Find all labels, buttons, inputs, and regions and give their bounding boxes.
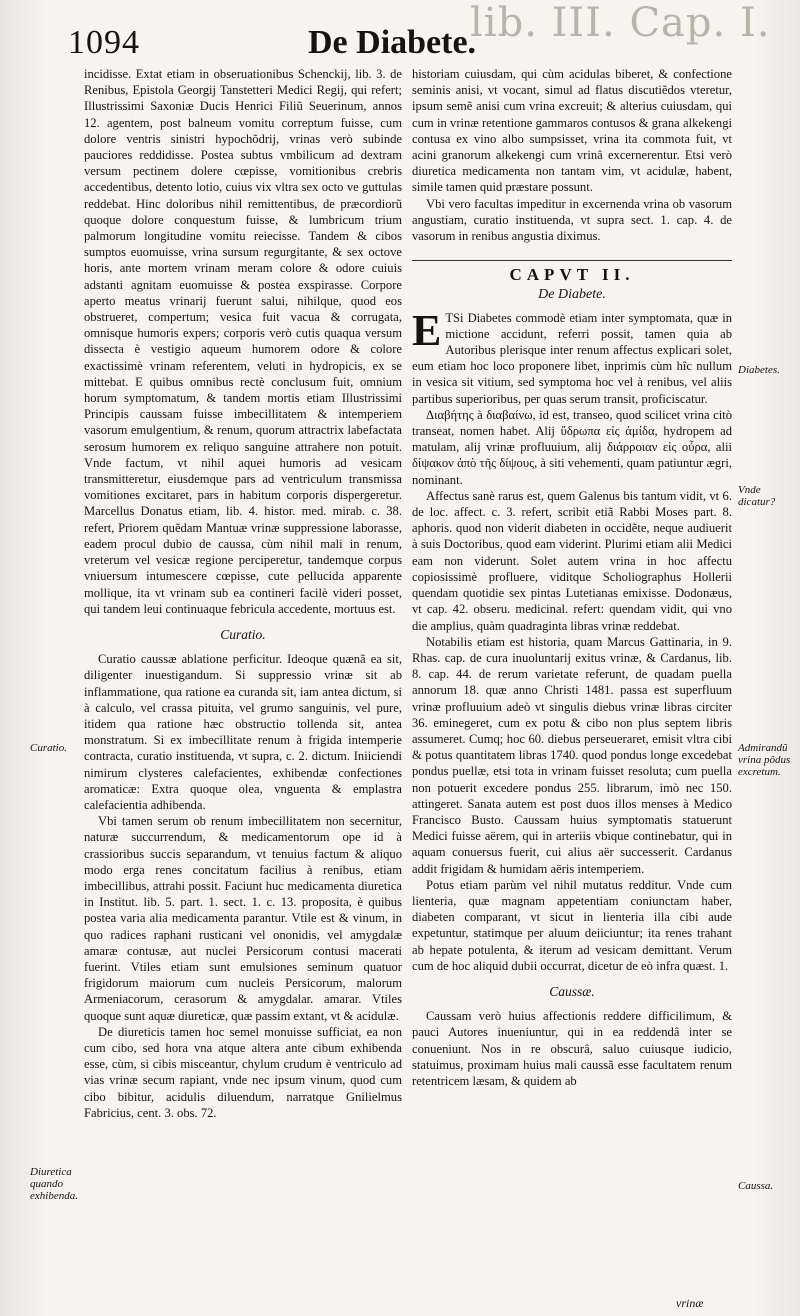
chapter-heading: CAPVT II. bbox=[412, 260, 732, 283]
drop-cap: E bbox=[412, 305, 442, 355]
margin-note-vnde-dicatur: Vnde dicatur? bbox=[738, 484, 776, 508]
margin-note-curatio: Curatio. bbox=[30, 742, 67, 754]
paragraph-angustia: Vbi vero facultas impeditur in excernenda vrina ob vasorum angustiam, curatio instituenda, vt supra sect. 1. cap. 4. de vasorum in renibus angustia diximus. bbox=[412, 196, 732, 244]
paragraph-caussae: Caussam verò huius affectionis reddere difficilimum, & pauci Autores inueniuntur, qui in ea reddendâ inter se conueniunt. Nos in re obscurâ, saluo cuiusque iudicio, statuimus, proximam huius mali caussã esse facultatem renum retentricem læsam, & quidem ab bbox=[412, 1009, 732, 1088]
paragraph-etymology: Διαβήτης à διαβαίνω, id est, transeo, quod scilicet vrina citò transeat, nomen habet. Alij ὕδρωπα εἰς ἀμίδα, hydropem ad matulam, alij vrinæ profluuium, alij διάρροιαν εἰς οὖρα, alii δίψακον ἀπὸ τῆς δίψους, à siti vehementi, quam patiuntur ægri, nominant. bbox=[412, 407, 732, 487]
paragraph-curatio: Curatio caussæ ablatione perficitur. Ideoque quænã ea sit, diligenter inuestigandum. Si suppressio vrinæ sit ab inflammatione, qua ratione ea curanda sit, iam antea dictum, si à calculo, vel crassa pituita, vel grumo sanguinis, vel pure, itidem qua ratione hæc obstructio tollenda sit, antea monstratum. Si ex imbecillitate renum à frigida intemperie contracta, curatio instituenda, vt supra, c. 2. dictum. Iniiciendi nimirum clysteres calefacientes, exhibendæ confectiones aromaticæ: Extra quoque olea, vnguenta & emplastra calefacientia adhibenda. bbox=[84, 652, 402, 812]
paragraph-gattinaria: Notabilis etiam est historia, quam Marcus Gattinaria, in 9. Rhas. cap. de cura inuoluntarij exitus vrinæ, & Cardanus, lib. 8. cap. 44. de rerum varietate referunt, de quadam puella annorum 18. quæ anno Christi 1481. passa est superfluum vrinæ profluuium adeò vt singulis diebus vrinæ libras circiter 36. eminegeret, cum ex potu & cibo non plus septem libris assumeret. Cumq; hoc 60. diebus perseueraret, emisit vltra cibi & potus quantitatem libras 1740. quod pondus longe excedebat pondus puellæ, etsi tota in vrinam fuisset resoluta; cum puella non potuerit excedere pondus 255. librarum, imò nec 150. attingeret. Sanata autem est post duos illos menses à Medico Francisco Busto. Caussam huius symptomatis statuerunt Medici fuisse aërem, qui in arteriis vbique continebatur, qui in aquam conuersus fuerit, cui alius aër successerit. Cardanus addit frigidam & humidam aëris intemperiem. bbox=[412, 634, 732, 876]
paragraph-historia: historiam cuiusdam, qui cùm acidulas biberet, & confectione seminis anisi, vt vocant, simul ad flatus discutiẽdos vteretur, ipsum semẽ anisi cum vrina excreuit; & alterius cuiusdam, qui cum in vrinæ retentione gammaros contusos & grana alkekengi contusa ex vino albo sumpsisset, vrina ita commota fuit, vt acini granorum alkekengi cum vrinâ excernerentur. Etsi verò diuretica medicamenta non tantam vim, vt acidulæ, habent, simile tamen quid præstare possunt. bbox=[412, 67, 732, 195]
paragraph-intro bbox=[412, 305, 732, 407]
page-number: 1094 bbox=[68, 24, 140, 61]
section-heading-curatio: Curatio. bbox=[220, 626, 266, 642]
margin-note-caussa: Caussa. bbox=[738, 1180, 774, 1192]
left-column bbox=[84, 66, 402, 1121]
running-title: De Diabete. bbox=[308, 24, 477, 61]
margin-note-admirandum: Admirandũ vrina pôdus excretum. bbox=[738, 742, 791, 778]
paragraph-diuretica: De diureticis tamen hoc semel monuisse sufficiat, ea non cum cibo, sed hora vna atque altera ante cibum exhibenda esse, cùm, si cibis misceantur, chylum crudum è ventriculo ad vias vrinæ secum rapiant, vnde nec ipsum vinum, quod cum cibo bibitur, acidulis diluendum, narratque Gnilielmus Fabricius, cent. 3. obs. 72. bbox=[84, 1024, 402, 1120]
right-column bbox=[412, 66, 732, 1089]
margin-note-diabetes: Diabetes. bbox=[738, 364, 780, 376]
margin-note-diuretica: Diuretica quando exhibenda. bbox=[30, 1166, 78, 1202]
paragraph-schenck-case: incidisse. Extat etiam in obseruationibus Schenckij, lib. 3. de Renibus, Epistola Georgij Tanstetteri Medici Regij, qui refert; Illustrissimi Saxoniæ Ducis Henrici Filiũ Seuerinum, annos 12. agentem, post balneum vomitu correptum fuisse, cum dolore ventris sinistri hypochõdrij, vrinas verò subinde pauciores reddidisse. Postea subtus vmbilicum ad dextram versum pectinem dolere cœpisse, vomitionibus crebris accedentibus, detento lotio, cuius vix vltra sex octo ve guttulas reddebat. Hinc doloribus nihil remittentibus, de præcordiorũ quoque dolore conquestum fuisse, & lumbricum trium palmorum longitudine vomitu reiecisse. Tandem & cibos sumptos euomuisse, vrina sursum regurgitante, & sex octove horis, ante mortem vrinam meram colore & odore cuiuis adstanti agnitam euomuisse & postea exspirasse. Corpore aperto meatus vrinarij fuerunt salui, nihilque, quod eos obstrueret, compertum; vesica fuit vacua & corrugata, omnisque humoris expers; corporis verò cutis quaqua versum dissecta è vestigio aqueum humorem odore & colore exactissimè vrinam referentem, veluti in hydropicis, ex se mittebat. E quibus omnibus rectè conclusum fuit, omnium horum symptomatum, & tandem mortis etiam Illustrissimi Principis caussam fuisse imbecillitatem & intemperiem vasorum emulgentium, & renum, quorum attractrix labefactata serosum humorem ex reliquo sanguine attrahere non potuit. Vnde factum, vt nihil aquei humoris ad vesicam transmitteretur, eiusdemque pars ad ventriculum transmissa vomitiones excitaret, pars in habitum corporis dispergeretur. Marcellus Donatus etiam, lib. 4. histor. med. mirab. c. 38. refert, Priorem quẽdam Mantuæ vrinæ suppressione laborasse, eadem procul dubio de caussa, cùm nihil mali in renum, vreterum vel vesicæ regione perciperetur, tandemque corpus vniuersum intumescere cœpisse, cute pellucida apparente mollique, ita vt vrinam sub ea contineri facilè videri posset, qui tandem leui continuaque febricula accedente, mortuus est. bbox=[84, 67, 402, 616]
paragraph-intro-text: TSi Diabetes commodè etiam inter symptomata, quæ in mictione accidunt, referri possit, tamen quia ab Autoribus plerisque inter renum affectus explicari solet, eum etiam hoc loco proponere libet, inprimis cùm hîc nullum in vesica sit vitium, sed symptoma hoc vel à renibus, vel aliis partibus superioribus, per quas serum transit, proficiscatur. bbox=[412, 310, 732, 406]
catchword: vrinæ bbox=[676, 1296, 704, 1310]
paragraph-serum: Vbi tamen serum ob renum imbecillitatem non secernitur, naturæ succurrendum, & medicamentorum ope id à crassioribus succis separandum, vt tenuius factum & aliquo modo erga renes concitatum facilius à renibus, etiam imbecillibus, attrahi possit. Faciunt huc medicamenta diuretica in Institut. lib. 5. part. 1. sect. 1. c. 13. proposita, è quibus postea varia alia medicamenta parantur. Vtile est & vinum, in quo radices raphani rusticani vel ononidis, vel amygdalæ amaræ contusæ, aut nuclei Persicorum contusi macerati fuerint. Vtiles etiam sunt emulsiones seminum quatuor frigidorum maiorum cum nucleis Persicorum, malorum Armeniacorum, cerasorum & amygdalar. amarar. Vtiles quoque sunt aquæ diureticæ, quæ passim extant, vt & acidulæ. bbox=[84, 814, 402, 1023]
bleed-through-text: lib. III. Cap. I. bbox=[470, 0, 771, 46]
chapter-subtitle: De Diabete. bbox=[538, 287, 606, 303]
paragraph-lienteria: Potus etiam parùm vel nihil mutatus redditur. Vnde cum lienteria, quæ magnam appetentiam coniunctam haber, diabeten comparant, vt sicut in lienteria illa cibi aude expetuntur, statimque per aluum deiiciuntur; ita renes trahant ab hepate potulenta, & iterum ad vesicam demittant. Verum cum de hoc aliquid dubii occurrat, dicetur de eò infra quæst. 1. bbox=[412, 877, 732, 973]
section-heading-caussae: Caussæ. bbox=[549, 983, 595, 999]
paragraph-rarity: Affectus sanè rarus est, quem Galenus bis tantum vidit, vt 6. de loc. affect. c. 3. refert, scribit etiã Rabbi Moses part. 8. aphoris. quod non viderit diabeten in occidẽte, neque audiuerit à suis Doctoribus, quod eam viderint. Plurimi etiam alii Medici eam non viderunt. Solet autem vrina in hoc affectu copiosissimè profluere, viditque Scholiographus Hollerii quendam quotidie sex pintas Lutetianas emixisse. Dodonæus, vt cap. 42. obseru. medicinal. refert: quendam vidit, qui vno die amplius, quàm quadraginta libras vrinæ reddebat. bbox=[412, 488, 732, 633]
